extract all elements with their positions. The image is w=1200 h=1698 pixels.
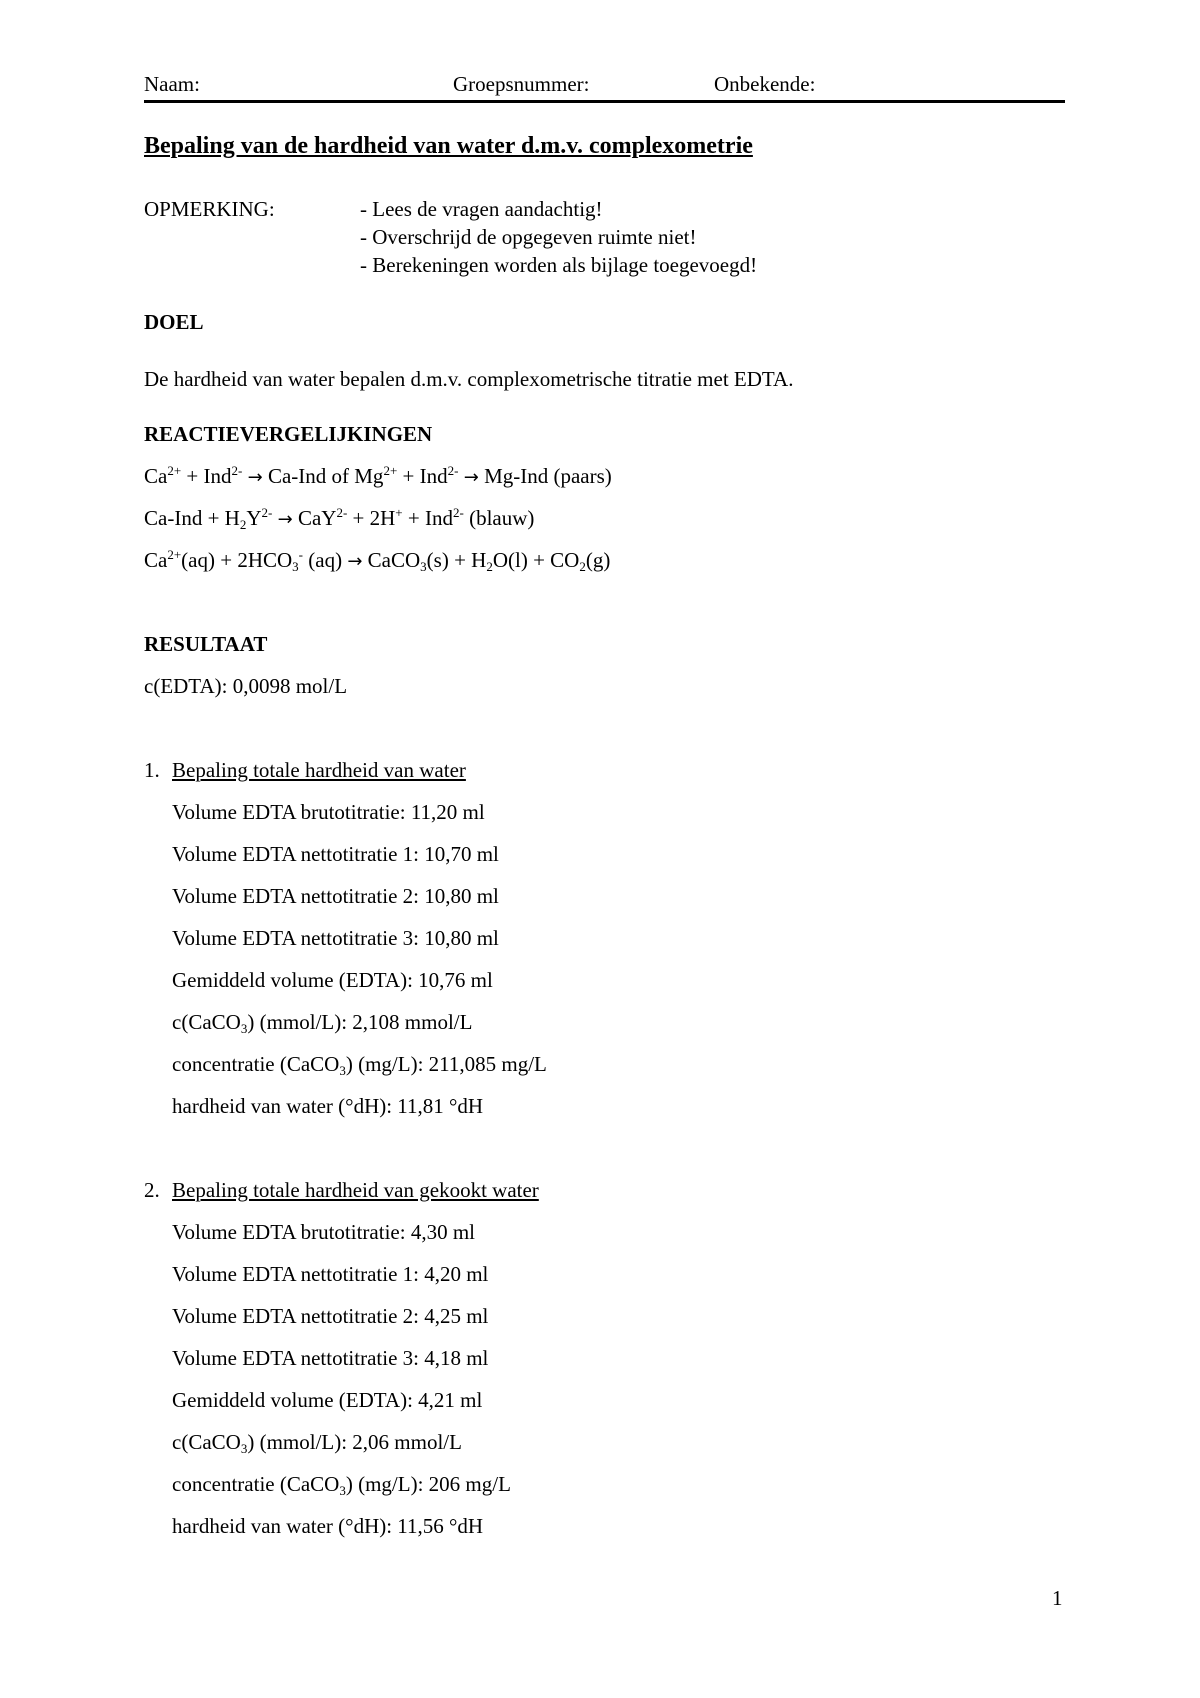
result-line: Volume EDTA nettotitratie 1: 10,70 ml (172, 842, 499, 866)
reaction-text: (aq) + 2HCO (181, 548, 293, 572)
section-title: Bepaling totale hardheid van water (172, 758, 466, 782)
document-title: Bepaling van de hardheid van water d.m.v. complexometrie (144, 133, 753, 159)
result-line: Volume EDTA nettotitratie 2: 4,25 ml (172, 1304, 489, 1328)
reaction-text: (s) + H (426, 548, 487, 572)
subscript: 2 (239, 517, 247, 532)
charge: 2- (447, 463, 459, 478)
edta-concentration: c(EDTA): 0,0098 mol/L (144, 674, 348, 698)
reaction-1 (144, 464, 612, 489)
reaction-text: + Ind (181, 464, 232, 488)
reaction-text: (g) (585, 548, 611, 572)
result-line (172, 1430, 462, 1455)
subscript: 3 (339, 1483, 346, 1498)
reaction-text: + Ind (402, 506, 453, 530)
doel-heading: DOEL (144, 310, 204, 334)
reaction-text: Ca-Ind + H (144, 506, 240, 530)
reaction-2 (144, 506, 534, 531)
reaction-text: (blauw) (463, 506, 535, 530)
section-number: 1. (144, 758, 160, 782)
header-rule (144, 100, 1065, 103)
reaction-text: Mg-Ind (paars) (478, 464, 612, 488)
groepsnummer-label: Groepsnummer: (453, 72, 590, 96)
result-line: Volume EDTA brutotitratie: 11,20 ml (172, 800, 485, 824)
result-line: hardheid van water (°dH): 11,56 °dH (172, 1514, 484, 1538)
subscript: 3 (420, 559, 427, 574)
opmerking-line: - Berekeningen worden als bijlage toegevoegd! (360, 253, 758, 277)
subscript: 3 (339, 1063, 346, 1078)
arrow-right-icon: → (247, 467, 263, 488)
charge: 2+ (383, 463, 398, 478)
doel-text: De hardheid van water bepalen d.m.v. complexometrische titratie met EDTA. (144, 367, 794, 391)
subscript: 2 (579, 559, 586, 574)
result-line: hardheid van water (°dH): 11,81 °dH (172, 1094, 484, 1118)
result-line: Volume EDTA nettotitratie 3: 4,18 ml (172, 1346, 489, 1370)
charge: 2+ (167, 463, 182, 478)
result-text: ) (mmol/L): 2,108 mmol/L (247, 1010, 473, 1034)
charge: - (298, 547, 304, 562)
reaction-text: + 2H (347, 506, 396, 530)
result-line: Volume EDTA nettotitratie 3: 10,80 ml (172, 926, 499, 950)
result-line: Volume EDTA nettotitratie 2: 10,80 ml (172, 884, 499, 908)
charge: 2- (231, 463, 243, 478)
result-line: Volume EDTA nettotitratie 1: 4,20 ml (172, 1262, 489, 1286)
subscript: 2 (486, 559, 493, 574)
result-line (172, 1010, 472, 1035)
result-text: c(CaCO (172, 1430, 241, 1454)
opmerking-line: - Overschrijd de opgegeven ruimte niet! (360, 225, 697, 249)
charge: 2- (452, 505, 464, 520)
reaction-text: (aq) (303, 548, 348, 572)
section-title: Bepaling totale hardheid van gekookt water (172, 1178, 539, 1202)
arrow-right-icon: → (277, 509, 293, 530)
charge: + (395, 505, 403, 520)
arrow-right-icon: → (463, 467, 479, 488)
subscript: 3 (292, 559, 299, 574)
result-text: concentratie (CaCO (172, 1472, 340, 1496)
result-text: ) (mg/L): 211,085 mg/L (345, 1052, 547, 1076)
subscript: 3 (240, 1021, 248, 1036)
reaction-text: + Ind (397, 464, 448, 488)
charge: 2- (336, 505, 348, 520)
reaction-text: CaY (292, 506, 337, 530)
result-text: c(CaCO (172, 1010, 241, 1034)
reacties-heading: REACTIEVERGELIJKINGEN (144, 422, 433, 446)
charge: 2- (261, 505, 273, 520)
reaction-text: Y (246, 506, 262, 530)
result-line: Volume EDTA brutotitratie: 4,30 ml (172, 1220, 475, 1244)
subscript: 3 (240, 1441, 248, 1456)
page-number: 1 (1052, 1586, 1063, 1610)
result-line (172, 1052, 547, 1077)
result-line (172, 1472, 511, 1497)
reaction-text: Ca (144, 464, 168, 488)
opmerking-line: - Lees de vragen aandachtig! (360, 197, 603, 221)
reaction-text: Ca (144, 548, 168, 572)
section-number: 2. (144, 1178, 160, 1202)
result-line: Gemiddeld volume (EDTA): 4,21 ml (172, 1388, 483, 1412)
reaction-text: Ca-Ind of Mg (262, 464, 384, 488)
reaction-text: O(l) + CO (492, 548, 580, 572)
arrow-right-icon: → (347, 551, 363, 572)
result-text: ) (mmol/L): 2,06 mmol/L (247, 1430, 462, 1454)
resultaat-heading: RESULTAAT (144, 632, 268, 656)
charge: 2+ (167, 547, 182, 562)
onbekende-label: Onbekende: (714, 72, 816, 96)
reaction-text: CaCO (362, 548, 421, 572)
reaction-3 (144, 548, 610, 573)
result-text: concentratie (CaCO (172, 1052, 340, 1076)
result-line: Gemiddeld volume (EDTA): 10,76 ml (172, 968, 493, 992)
result-text: ) (mg/L): 206 mg/L (345, 1472, 511, 1496)
opmerking-label: OPMERKING: (144, 197, 275, 221)
naam-label: Naam: (144, 72, 200, 96)
